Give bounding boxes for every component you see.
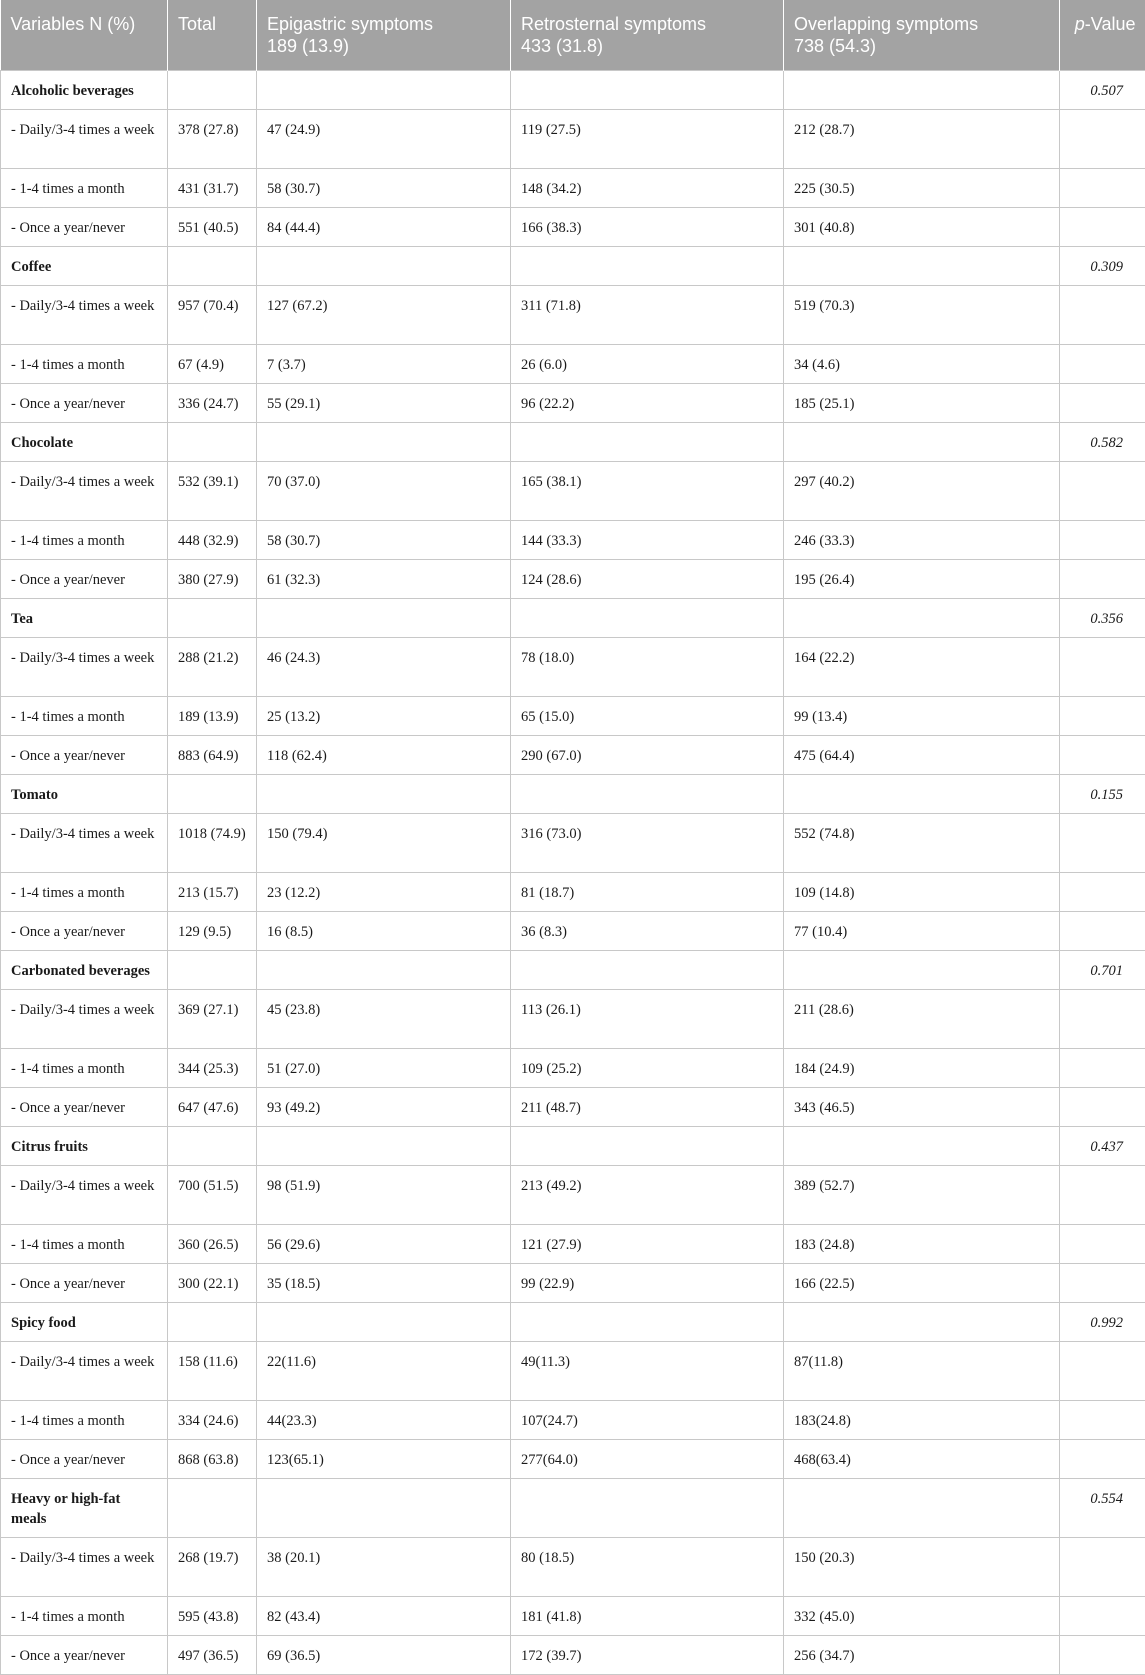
- table-row: [1, 814, 1145, 873]
- empty-cell: [257, 1127, 511, 1166]
- row-label: - 1-4 times a month: [1, 1401, 168, 1440]
- empty-cell: [1060, 1538, 1145, 1597]
- p-value: 0.309: [1060, 247, 1145, 286]
- table-row: [1, 638, 1145, 697]
- row-label: - Once a year/never: [1, 912, 168, 951]
- total-cell: 647 (47.6): [168, 1088, 257, 1127]
- category-row: [1, 599, 1145, 638]
- empty-cell: [1060, 638, 1145, 697]
- empty-cell: [511, 1479, 784, 1538]
- overlapping-cell: 297 (40.2): [784, 462, 1060, 521]
- overlapping-cell: 301 (40.8): [784, 208, 1060, 247]
- empty-cell: [1060, 1440, 1145, 1479]
- epigastric-cell: 25 (13.2): [257, 697, 511, 736]
- row-label: - Once a year/never: [1, 1088, 168, 1127]
- table-row: [1, 1049, 1145, 1088]
- empty-cell: [1060, 521, 1145, 560]
- category-row: [1, 247, 1145, 286]
- table-row: [1, 990, 1145, 1049]
- retrosternal-cell: 144 (33.3): [511, 521, 784, 560]
- empty-cell: [257, 1303, 511, 1342]
- total-cell: 288 (21.2): [168, 638, 257, 697]
- empty-cell: [1060, 560, 1145, 599]
- table-row: [1, 697, 1145, 736]
- total-cell: 595 (43.8): [168, 1597, 257, 1636]
- total-cell: 532 (39.1): [168, 462, 257, 521]
- epigastric-cell: 127 (67.2): [257, 286, 511, 345]
- epigastric-cell: 55 (29.1): [257, 384, 511, 423]
- header-variables: Variables N (%): [1, 0, 168, 71]
- row-label: - Once a year/never: [1, 560, 168, 599]
- epigastric-cell: 22(11.6): [257, 1342, 511, 1401]
- header-row: [1, 0, 1145, 71]
- epigastric-cell: 123(65.1): [257, 1440, 511, 1479]
- row-label: - Once a year/never: [1, 736, 168, 775]
- empty-cell: [1060, 169, 1145, 208]
- retrosternal-cell: 78 (18.0): [511, 638, 784, 697]
- retrosternal-cell: 49(11.3): [511, 1342, 784, 1401]
- retrosternal-cell: 211 (48.7): [511, 1088, 784, 1127]
- empty-cell: [1060, 345, 1145, 384]
- epigastric-cell: 16 (8.5): [257, 912, 511, 951]
- header-epigastric-n: 189 (13.9): [267, 35, 500, 57]
- epigastric-cell: 84 (44.4): [257, 208, 511, 247]
- p-value: 0.701: [1060, 951, 1145, 990]
- epigastric-cell: 58 (30.7): [257, 521, 511, 560]
- total-cell: 551 (40.5): [168, 208, 257, 247]
- epigastric-cell: 56 (29.6): [257, 1225, 511, 1264]
- empty-cell: [511, 247, 784, 286]
- empty-cell: [1060, 1088, 1145, 1127]
- empty-cell: [784, 951, 1060, 990]
- overlapping-cell: 343 (46.5): [784, 1088, 1060, 1127]
- row-label: - 1-4 times a month: [1, 697, 168, 736]
- category-label: Tea: [1, 599, 168, 638]
- retrosternal-cell: 148 (34.2): [511, 169, 784, 208]
- epigastric-cell: 118 (62.4): [257, 736, 511, 775]
- retrosternal-cell: 311 (71.8): [511, 286, 784, 345]
- empty-cell: [784, 247, 1060, 286]
- row-label: - Daily/3-4 times a week: [1, 814, 168, 873]
- empty-cell: [1060, 110, 1145, 169]
- empty-cell: [511, 775, 784, 814]
- retrosternal-cell: 119 (27.5): [511, 110, 784, 169]
- empty-cell: [168, 1479, 257, 1538]
- retrosternal-cell: 107(24.7): [511, 1401, 784, 1440]
- empty-cell: [168, 1303, 257, 1342]
- empty-cell: [257, 247, 511, 286]
- p-value: 0.507: [1060, 71, 1145, 110]
- table-row: [1, 873, 1145, 912]
- total-cell: 868 (63.8): [168, 1440, 257, 1479]
- total-cell: 189 (13.9): [168, 697, 257, 736]
- category-row: [1, 71, 1145, 110]
- category-label: Spicy food: [1, 1303, 168, 1342]
- table-row: [1, 521, 1145, 560]
- p-value: 0.437: [1060, 1127, 1145, 1166]
- empty-cell: [168, 423, 257, 462]
- header-pvalue-p: p: [1075, 14, 1085, 34]
- table-body: [1, 71, 1145, 1675]
- epigastric-cell: 61 (32.3): [257, 560, 511, 599]
- header-overlapping-name: Overlapping symptoms: [794, 13, 1049, 35]
- table-row: [1, 110, 1145, 169]
- epigastric-cell: 93 (49.2): [257, 1088, 511, 1127]
- empty-cell: [1060, 1401, 1145, 1440]
- epigastric-cell: 82 (43.4): [257, 1597, 511, 1636]
- overlapping-cell: 183(24.8): [784, 1401, 1060, 1440]
- row-label: - Daily/3-4 times a week: [1, 462, 168, 521]
- retrosternal-cell: 96 (22.2): [511, 384, 784, 423]
- retrosternal-cell: 181 (41.8): [511, 1597, 784, 1636]
- category-label: Alcoholic beverages: [1, 71, 168, 110]
- empty-cell: [784, 1303, 1060, 1342]
- row-label: - 1-4 times a month: [1, 345, 168, 384]
- p-value: 0.356: [1060, 599, 1145, 638]
- table-row: [1, 1225, 1145, 1264]
- overlapping-cell: 212 (28.7): [784, 110, 1060, 169]
- empty-cell: [1060, 286, 1145, 345]
- empty-cell: [784, 599, 1060, 638]
- empty-cell: [784, 1479, 1060, 1538]
- category-row: [1, 951, 1145, 990]
- epigastric-cell: 7 (3.7): [257, 345, 511, 384]
- retrosternal-cell: 277(64.0): [511, 1440, 784, 1479]
- row-label: - Daily/3-4 times a week: [1, 1538, 168, 1597]
- empty-cell: [168, 1127, 257, 1166]
- total-cell: 334 (24.6): [168, 1401, 257, 1440]
- empty-cell: [168, 951, 257, 990]
- empty-cell: [1060, 1636, 1145, 1675]
- row-label: - Once a year/never: [1, 1264, 168, 1303]
- overlapping-cell: 246 (33.3): [784, 521, 1060, 560]
- overlapping-cell: 256 (34.7): [784, 1636, 1060, 1675]
- table-row: [1, 169, 1145, 208]
- table-row: [1, 1264, 1145, 1303]
- row-label: - Daily/3-4 times a week: [1, 110, 168, 169]
- p-value: 0.155: [1060, 775, 1145, 814]
- empty-cell: [784, 71, 1060, 110]
- total-cell: 300 (22.1): [168, 1264, 257, 1303]
- category-row: [1, 1303, 1145, 1342]
- category-label: Chocolate: [1, 423, 168, 462]
- retrosternal-cell: 290 (67.0): [511, 736, 784, 775]
- overlapping-cell: 87(11.8): [784, 1342, 1060, 1401]
- overlapping-cell: 389 (52.7): [784, 1166, 1060, 1225]
- empty-cell: [168, 775, 257, 814]
- table-row: [1, 736, 1145, 775]
- empty-cell: [784, 1127, 1060, 1166]
- category-label: Heavy or high-fat meals: [1, 1479, 168, 1538]
- empty-cell: [1060, 1342, 1145, 1401]
- total-cell: 378 (27.8): [168, 110, 257, 169]
- table-row: [1, 384, 1145, 423]
- empty-cell: [1060, 1597, 1145, 1636]
- empty-cell: [257, 951, 511, 990]
- total-cell: 448 (32.9): [168, 521, 257, 560]
- header-retrosternal-name: Retrosternal symptoms: [521, 13, 773, 35]
- overlapping-cell: 225 (30.5): [784, 169, 1060, 208]
- total-cell: 213 (15.7): [168, 873, 257, 912]
- total-cell: 158 (11.6): [168, 1342, 257, 1401]
- total-cell: 380 (27.9): [168, 560, 257, 599]
- row-label: - Once a year/never: [1, 384, 168, 423]
- table-row: [1, 345, 1145, 384]
- overlapping-cell: 184 (24.9): [784, 1049, 1060, 1088]
- table-row: [1, 1538, 1145, 1597]
- total-cell: 883 (64.9): [168, 736, 257, 775]
- overlapping-cell: 34 (4.6): [784, 345, 1060, 384]
- empty-cell: [511, 599, 784, 638]
- table-row: [1, 1088, 1145, 1127]
- overlapping-cell: 183 (24.8): [784, 1225, 1060, 1264]
- overlapping-cell: 211 (28.6): [784, 990, 1060, 1049]
- overlapping-cell: 109 (14.8): [784, 873, 1060, 912]
- empty-cell: [1060, 814, 1145, 873]
- category-row: [1, 1479, 1145, 1538]
- retrosternal-cell: 124 (28.6): [511, 560, 784, 599]
- total-cell: 344 (25.3): [168, 1049, 257, 1088]
- table-row: [1, 912, 1145, 951]
- header-pvalue-rest: -Value: [1085, 14, 1136, 34]
- category-row: [1, 775, 1145, 814]
- table-row: [1, 1342, 1145, 1401]
- overlapping-cell: 468(63.4): [784, 1440, 1060, 1479]
- category-label: Carbonated beverages: [1, 951, 168, 990]
- empty-cell: [511, 951, 784, 990]
- retrosternal-cell: 26 (6.0): [511, 345, 784, 384]
- empty-cell: [1060, 1225, 1145, 1264]
- empty-cell: [1060, 208, 1145, 247]
- epigastric-cell: 47 (24.9): [257, 110, 511, 169]
- empty-cell: [168, 247, 257, 286]
- total-cell: 1018 (74.9): [168, 814, 257, 873]
- empty-cell: [1060, 697, 1145, 736]
- empty-cell: [1060, 912, 1145, 951]
- category-label: Citrus fruits: [1, 1127, 168, 1166]
- epigastric-cell: 35 (18.5): [257, 1264, 511, 1303]
- total-cell: 957 (70.4): [168, 286, 257, 345]
- retrosternal-cell: 109 (25.2): [511, 1049, 784, 1088]
- empty-cell: [1060, 1264, 1145, 1303]
- category-label: Tomato: [1, 775, 168, 814]
- retrosternal-cell: 166 (38.3): [511, 208, 784, 247]
- row-label: - Daily/3-4 times a week: [1, 990, 168, 1049]
- row-label: - 1-4 times a month: [1, 169, 168, 208]
- category-row: [1, 1127, 1145, 1166]
- total-cell: 360 (26.5): [168, 1225, 257, 1264]
- header-retrosternal-n: 433 (31.8): [521, 35, 773, 57]
- total-cell: 431 (31.7): [168, 169, 257, 208]
- total-cell: 268 (19.7): [168, 1538, 257, 1597]
- p-value: 0.582: [1060, 423, 1145, 462]
- table-row: [1, 1636, 1145, 1675]
- epigastric-cell: 45 (23.8): [257, 990, 511, 1049]
- empty-cell: [1060, 462, 1145, 521]
- retrosternal-cell: 113 (26.1): [511, 990, 784, 1049]
- total-cell: 67 (4.9): [168, 345, 257, 384]
- p-value: 0.554: [1060, 1479, 1145, 1538]
- epigastric-cell: 23 (12.2): [257, 873, 511, 912]
- table-row: [1, 1440, 1145, 1479]
- epigastric-cell: 150 (79.4): [257, 814, 511, 873]
- retrosternal-cell: 36 (8.3): [511, 912, 784, 951]
- table-row: [1, 1597, 1145, 1636]
- table-row: [1, 560, 1145, 599]
- epigastric-cell: 46 (24.3): [257, 638, 511, 697]
- row-label: - Once a year/never: [1, 208, 168, 247]
- header-retrosternal: [511, 0, 784, 71]
- epigastric-cell: 69 (36.5): [257, 1636, 511, 1675]
- table-row: [1, 1166, 1145, 1225]
- retrosternal-cell: 81 (18.7): [511, 873, 784, 912]
- retrosternal-cell: 99 (22.9): [511, 1264, 784, 1303]
- overlapping-cell: 150 (20.3): [784, 1538, 1060, 1597]
- empty-cell: [1060, 1049, 1145, 1088]
- header-overlapping: [784, 0, 1060, 71]
- overlapping-cell: 195 (26.4): [784, 560, 1060, 599]
- row-label: - Daily/3-4 times a week: [1, 1166, 168, 1225]
- category-label: Coffee: [1, 247, 168, 286]
- table-row: [1, 208, 1145, 247]
- empty-cell: [1060, 990, 1145, 1049]
- row-label: - Once a year/never: [1, 1636, 168, 1675]
- total-cell: 369 (27.1): [168, 990, 257, 1049]
- overlapping-cell: 77 (10.4): [784, 912, 1060, 951]
- header-total: Total: [168, 0, 257, 71]
- overlapping-cell: 166 (22.5): [784, 1264, 1060, 1303]
- category-row: [1, 423, 1145, 462]
- empty-cell: [1060, 736, 1145, 775]
- retrosternal-cell: 65 (15.0): [511, 697, 784, 736]
- empty-cell: [511, 1303, 784, 1342]
- table-row: [1, 462, 1145, 521]
- retrosternal-cell: 121 (27.9): [511, 1225, 784, 1264]
- overlapping-cell: 552 (74.8): [784, 814, 1060, 873]
- empty-cell: [511, 423, 784, 462]
- empty-cell: [257, 775, 511, 814]
- epigastric-cell: 51 (27.0): [257, 1049, 511, 1088]
- total-cell: 497 (36.5): [168, 1636, 257, 1675]
- header-epigastric-name: Epigastric symptoms: [267, 13, 500, 35]
- empty-cell: [784, 775, 1060, 814]
- overlapping-cell: 519 (70.3): [784, 286, 1060, 345]
- retrosternal-cell: 316 (73.0): [511, 814, 784, 873]
- epigastric-cell: 98 (51.9): [257, 1166, 511, 1225]
- table-row: [1, 286, 1145, 345]
- empty-cell: [168, 71, 257, 110]
- empty-cell: [257, 1479, 511, 1538]
- overlapping-cell: 332 (45.0): [784, 1597, 1060, 1636]
- epigastric-cell: 58 (30.7): [257, 169, 511, 208]
- retrosternal-cell: 80 (18.5): [511, 1538, 784, 1597]
- row-label: - Daily/3-4 times a week: [1, 1342, 168, 1401]
- empty-cell: [511, 1127, 784, 1166]
- overlapping-cell: 99 (13.4): [784, 697, 1060, 736]
- epigastric-cell: 44(23.3): [257, 1401, 511, 1440]
- row-label: - 1-4 times a month: [1, 873, 168, 912]
- empty-cell: [784, 423, 1060, 462]
- header-pvalue: [1060, 0, 1145, 71]
- empty-cell: [1060, 873, 1145, 912]
- row-label: - Once a year/never: [1, 1440, 168, 1479]
- empty-cell: [511, 71, 784, 110]
- header-epigastric: [257, 0, 511, 71]
- retrosternal-cell: 213 (49.2): [511, 1166, 784, 1225]
- overlapping-cell: 185 (25.1): [784, 384, 1060, 423]
- row-label: - Daily/3-4 times a week: [1, 638, 168, 697]
- overlapping-cell: 164 (22.2): [784, 638, 1060, 697]
- retrosternal-cell: 172 (39.7): [511, 1636, 784, 1675]
- empty-cell: [257, 71, 511, 110]
- row-label: - Daily/3-4 times a week: [1, 286, 168, 345]
- empty-cell: [1060, 384, 1145, 423]
- epigastric-cell: 70 (37.0): [257, 462, 511, 521]
- row-label: - 1-4 times a month: [1, 1597, 168, 1636]
- table-row: [1, 1401, 1145, 1440]
- total-cell: 129 (9.5): [168, 912, 257, 951]
- header-overlapping-n: 738 (54.3): [794, 35, 1049, 57]
- empty-cell: [168, 599, 257, 638]
- row-label: - 1-4 times a month: [1, 521, 168, 560]
- empty-cell: [257, 423, 511, 462]
- p-value: 0.992: [1060, 1303, 1145, 1342]
- overlapping-cell: 475 (64.4): [784, 736, 1060, 775]
- total-cell: 700 (51.5): [168, 1166, 257, 1225]
- row-label: - 1-4 times a month: [1, 1049, 168, 1088]
- empty-cell: [257, 599, 511, 638]
- epigastric-cell: 38 (20.1): [257, 1538, 511, 1597]
- row-label: - 1-4 times a month: [1, 1225, 168, 1264]
- empty-cell: [1060, 1166, 1145, 1225]
- total-cell: 336 (24.7): [168, 384, 257, 423]
- retrosternal-cell: 165 (38.1): [511, 462, 784, 521]
